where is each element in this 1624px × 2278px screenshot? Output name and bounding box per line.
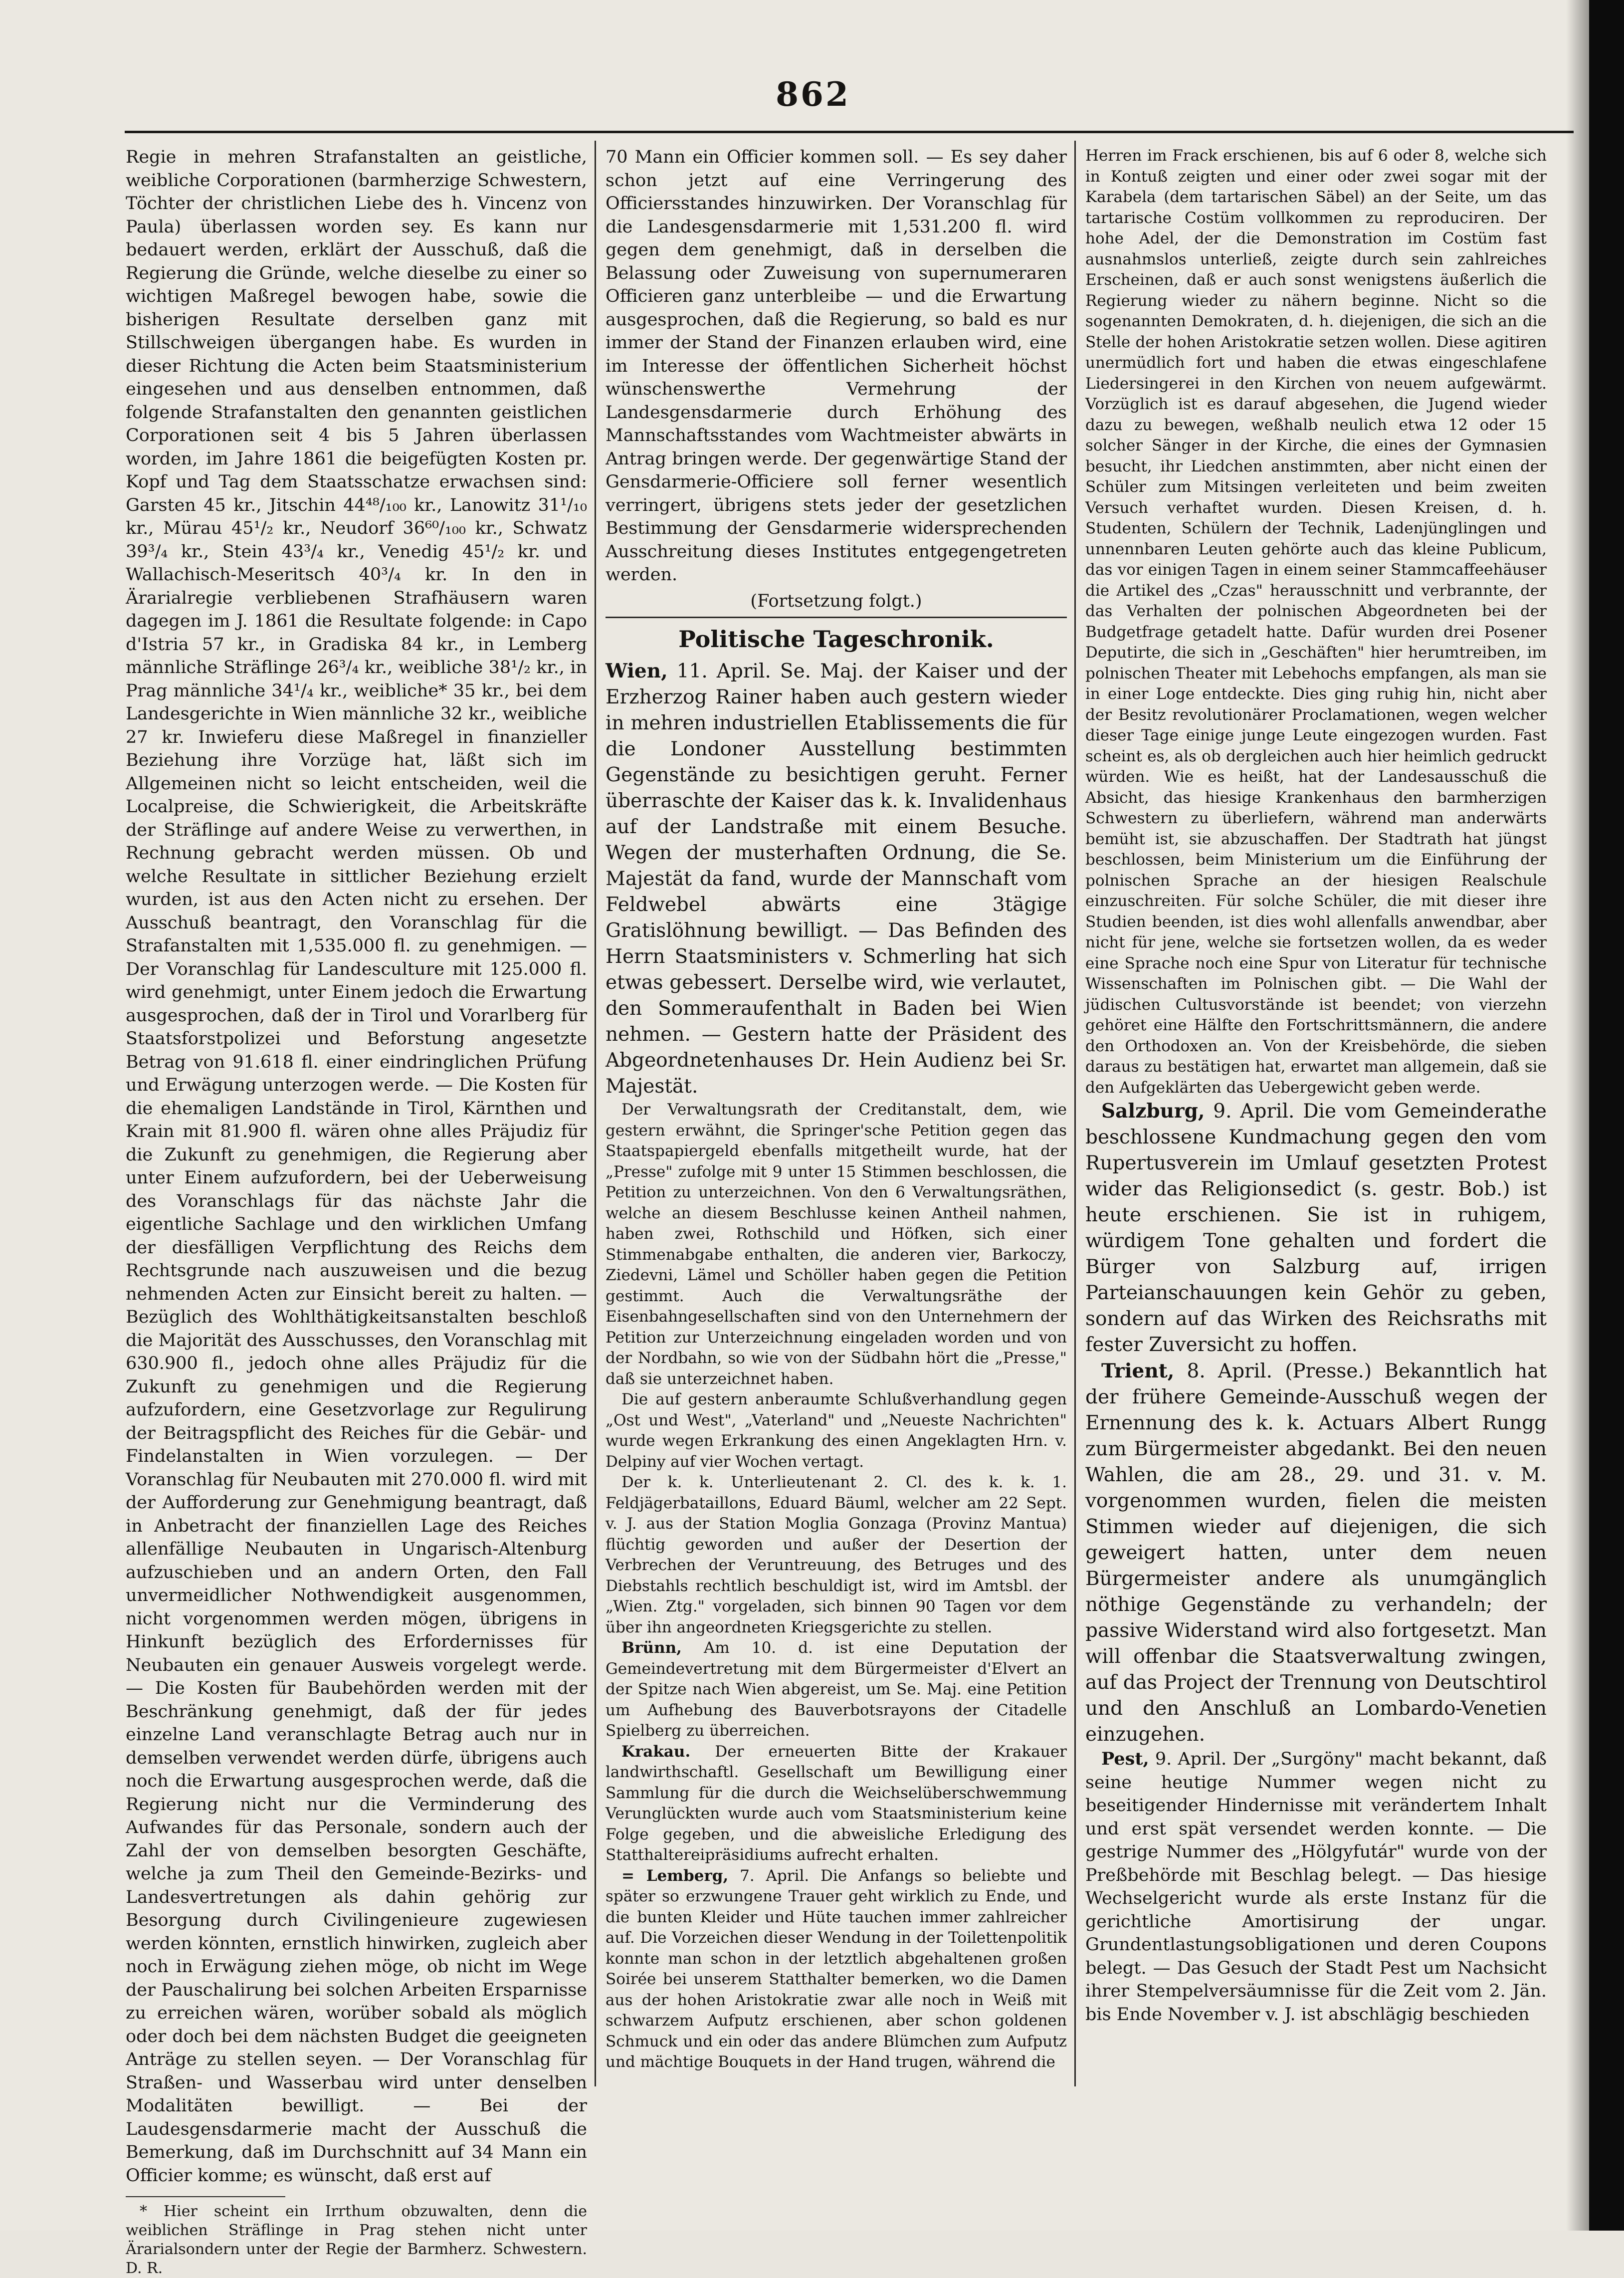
paragraph-text: 8. April. (Presse.) Bekanntlich hat der frühere Gemeinde-Ausschuß wegen der Ernennung des k. k. Actuars Albert Rungg zum Bürgermeister abgedankt. Bei den neuen Wahlen, die am 28., 29. und 31. v. M. vorgenommen wurden, fielen die meisten Stimmen wieder auf diejenigen, die sich geweigert hatten, unter dem neuen Bürgermeister andere als unumgänglich nöthige Gegenstände zu verhandeln; der passive Widerstand wird also fortgesetzt. Man will offenbar die Staatsverwaltung zwingen, auf das Project der Trennung von Deutschtirol und den Anschluß an Lombardo-Venetien einzugehen.	[1085, 1360, 1547, 1746]
dateline-place: Brünn,	[621, 1639, 682, 1657]
paragraph-bruenn	[606, 1638, 1067, 1742]
section-heading: Politische Tageschronik.	[678, 626, 994, 653]
dateline-place: Wien,	[606, 660, 668, 683]
paragraph-lieutenant: Der k. k. Unterlieutenant 2. Cl. des k. k. 1. Feldjägerbataillons, Eduard Bäuml, welcher am 22 Sept. v. J. aus der Station Moglia Gonzaga (Provinz Mantua) flüchtig geworden und außer der Desertion der Verbrechen der Veruntreuung, des Betruges und des Diebstahls rechtlich beschuldigt ist, wird im Amtsbl. der „Wien. Ztg." vorgeladen, sich binnen 90 Tagen vor dem über ihn angeordneten Kriegsgerichte zu stellen.	[606, 1473, 1067, 1636]
paragraph-trient	[1085, 1358, 1547, 1748]
paragraph-trial: Die auf gestern anberaumte Schlußverhandlung gegen „Ost und West", „Vaterland" und „Neueste Nachrichten" wurde wegen Erkrankung des einen Angeklagten Hrn. v. Delpiny auf vier Wochen vertagt.	[606, 1390, 1067, 1471]
paragraph-text: 11. April. Se. Maj. der Kaiser und der Erzherzog Rainer haben auch gestern wieder in mehren industriellen Etablissements die für die Londoner Ausstellung bestimmten Gegenstände zu besichtigen geruht. Ferner überraschte der Kaiser das k. k. Invalidenhaus auf der Landstraße mit einem Besuche. Wegen der musterhaften Ordnung, die Se. Majestät da fand, wurde der Mannschaft vom Feldwebel abwärts eine 3tägige Gratislöhnung bewilligt. — Das Befinden des Herrn Staatsministers v. Schmerling hat sich etwas gebessert. Derselbe wird, wie verlautet, den Sommeraufenthalt in Baden bei Wien nehmen. — Gestern hatte der Präsident des Abgeordnetenhauses Dr. Hein Audienz bei Sr. Majestät.	[606, 660, 1067, 1098]
page-number: 862	[776, 75, 850, 114]
continued-note: (Fortsetzung folgt.)	[750, 591, 922, 611]
header-rule	[125, 131, 1574, 133]
paragraph-lemberg	[606, 1866, 1067, 2073]
footnote-rule	[126, 2196, 285, 2197]
paragraph-wien	[606, 658, 1067, 1100]
paragraph-text: Der erneuerten Bitte der Krakauer landwirthschaftl. Gesellschaft um Bewilligung einer Sammlung für die durch die Weichselüberschwemmung Verunglückten wurde auch vom Staatsministerium keine Folge gegeben, und die abweisliche Erledigung des Statthaltereipräsidiums aufrecht erhalten.	[606, 1742, 1067, 1864]
dateline-place: Pest,	[1101, 1749, 1149, 1769]
paragraph-krakau	[606, 1742, 1067, 1866]
column-divider	[595, 141, 596, 2086]
dateline-place: Krakau.	[621, 1742, 691, 1761]
paragraph-salzburg	[1085, 1098, 1547, 1358]
paragraph-pest	[1085, 1748, 1547, 2026]
paragraph-lemberg-cont: Herren im Frack erschienen, bis auf 6 oder 8, welche sich in Kontuß zeigten und einer oder zwei sogar mit der Karabela (dem tartarischen Säbel) an der Seite, um das tartarische Costüm vollkommen zu reproduciren. Der hohe Adel, der die Demonstration im Costüm fast ausnahmslos unterließ, zeigte durch sein zahlreiches Erscheinen, daß er auch sonst wenigstens äußerlich die Regierung wieder zu nähern beginne. Nicht so die sogenannten Demokraten, d. h. diejenigen, die sich an die Stelle der hohen Aristokratie setzen wollen. Diese agitiren unermüdlich fort und haben die etwas eingeschlafene Liedersingerei in den Kirchen von neuem aufgewärmt. Vorzüglich ist es darauf abgesehen, die Jugend wieder dazu zu bewegen, weßhalb neulich etwa 12 oder 15 solcher Sänger in der Kirche, die eines der Gymnasien besucht, ihr Liedchen anstimmten, aber nicht einen der Schüler zum Mitsingen verleiteten und beim zweiten Versuch verhaftet wurden. Diesen Kreisen, d. h. Studenten, Schülern der Technik, Ladenjünglingen und unnennbaren Leuten gehörte auch das kleine Publicum, das vor einigen Tagen in einem seiner Stammcaffeehäuser die Artikel des „Czas" herausschnitt und verbrannte, der das Verhalten der polnischen Abgeordneten bei der Budgetfrage getadelt hatte. Dafür wurden drei Posener Deputirte, die sich in „Geschäften" hier herumtreiben, im polnischen Theater mit Lebehochs empfangen, als man sie in einer Loge entdeckte. Dies ging ruhig hin, nicht aber der Besitz revolutionärer Proclamationen, wegen welcher dieser Tage einige junge Leute eingezogen wurden. Fast scheint es, als ob dergleichen auch hier heimlich gedruckt würden. Wie es heißt, hat der Landesausschuß die Absicht, das hiesige Krankenhaus den barmherzigen Schwestern zu überliefern, während man anderwärts bemüht ist, sie abzuschaffen. Der Stadtrath hat jüngst beschlossen, beim Ministerium um die Einführung der polnischen Sprache an der hiesigen Realschule einzuschreiten. Für solche Schüler, die mit dieser ihre Studien beenden, ist dies wohl allenfalls anwendbar, aber nicht für jene, welche sie fortsetzen wollen, da es weder eine Sprache noch eine Spur von Literatur für technische Wissenschaften im Polnischen gibt. — Die Wahl der jüdischen Cultusvorstände ist beendet; von vierzehn gehöret eine Hälfte den Fortschrittsmännern, die andere den Orthodoxen an. Von der Kreisbehörde, die sieben daraus zu bestätigen hat, erwartet man allgemein, daß sie den Aufgeklärten das Uebergewicht geben werde.	[1085, 147, 1547, 1097]
paragraph-gendarmerie: 70 Mann ein Officier kommen soll. — Es sey daher schon jetzt auf eine Verringerung des Officiersstandes hinzuwirken. Der Voranschlag für die Landesgensdarmerie mit 1,531.200 fl. wird gegen dem genehmigt, daß in derselben die Belassung oder Zuweisung von supernumeraren Officieren ganz unterbleibe — und die Erwartung ausgesprochen, daß die Regierung, so bald es nur immer der Stand der Finanzen erlauben wird, eine im Interesse der öffentlichen Sicherheit höchst wünschenswerthe Vermehrung der Landesgensdarmerie durch Erhöhung des Mannschaftsstandes vom Wachtmeister abwärts in Antrag bringen werde. Der gegenwärtige Stand der Gensdarmerie-Officiere soll ferner wesentlich verringert, übrigens stets jeder der gesetzlichen Bestimmung der Gensdarmerie widersprechenden Ausschreitung dieses Institutes entgegengetreten werden.	[606, 147, 1067, 585]
dateline-place: = Lemberg,	[621, 1866, 729, 1885]
paragraph-text: Am 10. d. ist eine Deputation der Gemeindevertretung mit dem Bürgermeister d'Elvert an der Spitze nach Wien abgereist, um Se. Maj. eine Petition um Aufhebung des Bauverbotsrayons der Citadelle Spielberg zu überreichen.	[606, 1639, 1067, 1740]
column-divider	[1074, 141, 1076, 2086]
paragraph-text: 7. April. Die Anfangs so beliebte und später so erzwungene Trauer geht wirklich zu Ende, und die bunten Kleider und Hüte tauchen immer zahlreicher auf. Die Vorzeichen dieser Wendung in der Toilettenpolitik konnte man schon in der letztlich abgehaltenen großen Soirée bei unserem Statthalter bemerken, wo die Damen aus der hohen Aristokratie zwar alle noch in Weiß mit schwarzem Aufputz erschienen, aber schon goldenen Schmuck und ein oder das andere Blümchen zum Aufputz und mächtige Bouquets in der Hand trugen, während die	[606, 1866, 1067, 2071]
dateline-place: Salzburg,	[1101, 1100, 1205, 1123]
column-right	[1085, 146, 1547, 2026]
footnote: * Hier scheint ein Irrthum obzuwalten, denn die weiblichen Sträflinge in Prag stehen nicht unter Ärarialsondern unter der Regie der Barmherz. Schwestern. D. R.	[126, 2203, 587, 2277]
paragraph-creditanstalt: Der Verwaltungsrath der Creditanstalt, dem, wie gestern erwähnt, die Springer'sche Petition gegen das Staatspapiergeld ebenfalls mitgetheilt wurde, hat der „Presse" zufolge mit 9 unter 15 Stimmen beschlossen, die Petition zu unterzeichnen. Von den 6 Verwaltungsräthen, welche an diesem Beschlusse keinen Antheil nahmen, haben zwei, Rothschild und Höfken, sich einer Stimmenabgabe enthalten, die anderen vier, Barkoczy, Ziedevni, Lämel und Schöller haben gegen die Petition gestimmt. Auch die Verwaltungsräthe der Eisenbahngesellschaften sind von den Unternehmern der Petition zur Unterzeichnung eingeladen worden und von der Nordbahn, so wie von der Südbahn hört die „Presse," daß sie unterzeichnet haben.	[606, 1101, 1067, 1388]
section-rule	[606, 617, 1067, 618]
scan-edge	[1589, 0, 1624, 2231]
paragraph-text: 9. April. Der „Surgöny" macht bekannt, daß seine heutige Nummer wegen nicht zu beseitigender Hindernisse mit verändertem Inhalt und erst spät versendet werden konnte. — Die gestrige Nummer des „Hölgyfutár" wurde von der Preßbehörde mit Beschlag belegt. — Das hiesige Wechselgericht wurde als erste Instanz für die gerichtliche Amortisirung der ungar. Grundentlastungsobligationen und deren Coupons belegt. — Das Gesuch der Stadt Pest um Nachsicht ihrer Stempelversäumnisse für die Zeit vom 2. Jän. bis Ende November v. J. ist abschlägig beschieden	[1085, 1749, 1547, 2025]
dateline-place: Trient,	[1101, 1360, 1175, 1382]
scan-shadow	[1566, 0, 1589, 2231]
paragraph-budget-report: Regie in mehren Strafanstalten an geistliche, weibliche Corporationen (barmherzige Schwestern, Töchter der christlichen Liebe des h. Vincenz von Paula) überlassen worden sey. Es kann nur bedauert werden, erklärt der Ausschuß, daß die Regierung die Gründe, welche dieselbe zu einer so wichtigen Maßregel bewogen habe, sowie die bisherigen Resultate derselben ganz mit Stillschweigen übergangen habe. Es wurden in dieser Richtung die Acten beim Staatsministerium eingesehen und aus denselben entnommen, daß folgende Strafanstalten den genannten geistlichen Corporationen seit 4 bis 5 Jahren überlassen worden, im Jahre 1861 die beigefügten Kosten pr. Kopf und Tag dem Staatsschatze erwachsen sind: Garsten 45 kr., Jitschin 44⁴⁸/₁₀₀ kr., Lanowitz 31¹/₁₀ kr., Mürau 45¹/₂ kr., Neudorf 36⁶⁰/₁₀₀ kr., Schwatz 39³/₄ kr., Stein 43³/₄ kr., Venedig 45¹/₂ kr. und Wallachisch-Meseritsch 40³/₄ kr. In den in Ärarialregie verbliebenen Strafhäusern waren dagegen im J. 1861 die Resultate folgende: in Capo d'Istria 57 kr., in Gradiska 84 kr., in Lemberg männliche Sträflinge 26³/₄ kr., weibliche 38¹/₂ kr., in Prag männliche 34¹/₄ kr., weibliche* 35 kr., bei dem Landesgerichte in Wien männliche 32 kr., weibliche 27 kr. Inwieferu diese Maßregel in finanzieller Beziehung ihre Vorzüge hat, läßt sich im Allgemeinen nicht so leicht entscheiden, weil die Localpreise, die Schwierigkeit, die Arbeitskräfte der Sträflinge auf andere Weise zu verwerthen, in Rechnung gebracht werden müssen. Ob und welche Resultate in sittlicher Beziehung erzielt wurden, ist aus den Acten nicht zu ersehen. Der Ausschuß beantragt, den Voranschlag für die Strafanstalten mit 1,535.000 fl. zu genehmigen. — Der Voranschlag für Landesculture mit 125.000 fl. wird genehmigt, unter Einem jedoch die Erwartung ausgesprochen, daß der in Tirol und Vorarlberg für Staatsforstpolizei und Beforstung angesetzte Betrag von 91.618 fl. einer eindringlichen Prüfung und Erwägung unterzogen werde. — Die Kosten für die ehemaligen Landstände in Tirol, Kärnthen und Krain mit 81.900 fl. wären ohne alles Präjudiz für die Zukunft zu genehmigen, die Regierung aber unter Einem aufzufordern, bei der Ueberweisung des Voranschlags für das nächste Jahr die eigentliche Sachlage und den wirklichen Umfang der diesfälligen Verpflichtung des Reichs dem Rechtsgrunde nach auszuweisen und die bezug nehmenden Acten zur Einsicht bereit zu halten. — Bezüglich des Wohlthätigkeitsanstalten beschloß die Majorität des Ausschusses, den Voranschlag mit 630.900 fl., jedoch ohne alles Präjudiz für die Zukunft zu genehmigen und die Regierung aufzufordern, eine Gesetzvorlage zur Regulirung der Beitragspflicht des Reiches für die Gebär- und Findelanstalten in Wien vorzulegen. — Der Voranschlag für Neubauten mit 270.000 fl. wird mit der Aufforderung zur Genehmigung beantragt, daß in Anbetracht der finanziellen Lage des Reiches allenfällige Neubauten in Ungarisch-Altenburg aufzuschieben und an andern Orten, den Fall unvermeidlicher Nothwendigkeit ausgenommen, nicht vorgenommen werden mögen, übrigens in Hinkunft bezüglich des Erfordernisses für Neubauten ein genauer Ausweis vorgelegt werde. — Die Kosten für Baubehörden werden mit der Beschränkung genehmigt, daß der für jedes einzelne Land veranschlagte Betrag auch nur in demselben verwendet werden dürfe, übrigens auch noch die Erwartung ausgesprochen werde, daß die Regierung nicht nur die Verminderung des Aufwandes für das Personale, sondern auch der Zahl der von demselben besorgten Geschäfte, welche ja zum Theil den Gemeinde-Bezirks- und Landesvertretungen als dahin gehörig zur Besorgung durch Civilingenieure zugewiesen werden könnten, ernstlich hinwirken, zugleich aber noch in Erwägung ziehen möge, ob nicht im Wege der Pauschalirung bei solchen Arbeiten Ersparnisse zu erreichen wären, worüber sobald als möglich oder doch bei dem nächsten Budget die geeigneten Anträge zu stellen seyen. — Der Voranschlag für Straßen- und Wasserbau wird unter denselben Modalitäten bewilligt. — Bei der Laudesgensdarmerie macht der Ausschuß die Bemerkung, daß im Durchschnitt auf 34 Mann ein Officier komme; es wünscht, daß erst auf	[126, 147, 587, 2186]
paragraph-text: 9. April. Die vom Gemeinderathe beschlossene Kundmachung gegen den vom Rupertusverein im Umlauf gesetzten Protest wider das Religionsedict (s. gestr. Bob.) ist heute erschienen. Sie ist in ruhigem, würdigem Tone gehalten und fordert die Bürger von Salzburg auf, irrigen Parteianschauungen kein Gehör zu geben, sondern auf das Wirken des Reichsraths mit fester Zuversicht zu hoffen.	[1085, 1100, 1547, 1356]
column-left	[126, 146, 587, 2278]
column-middle	[606, 146, 1067, 2073]
